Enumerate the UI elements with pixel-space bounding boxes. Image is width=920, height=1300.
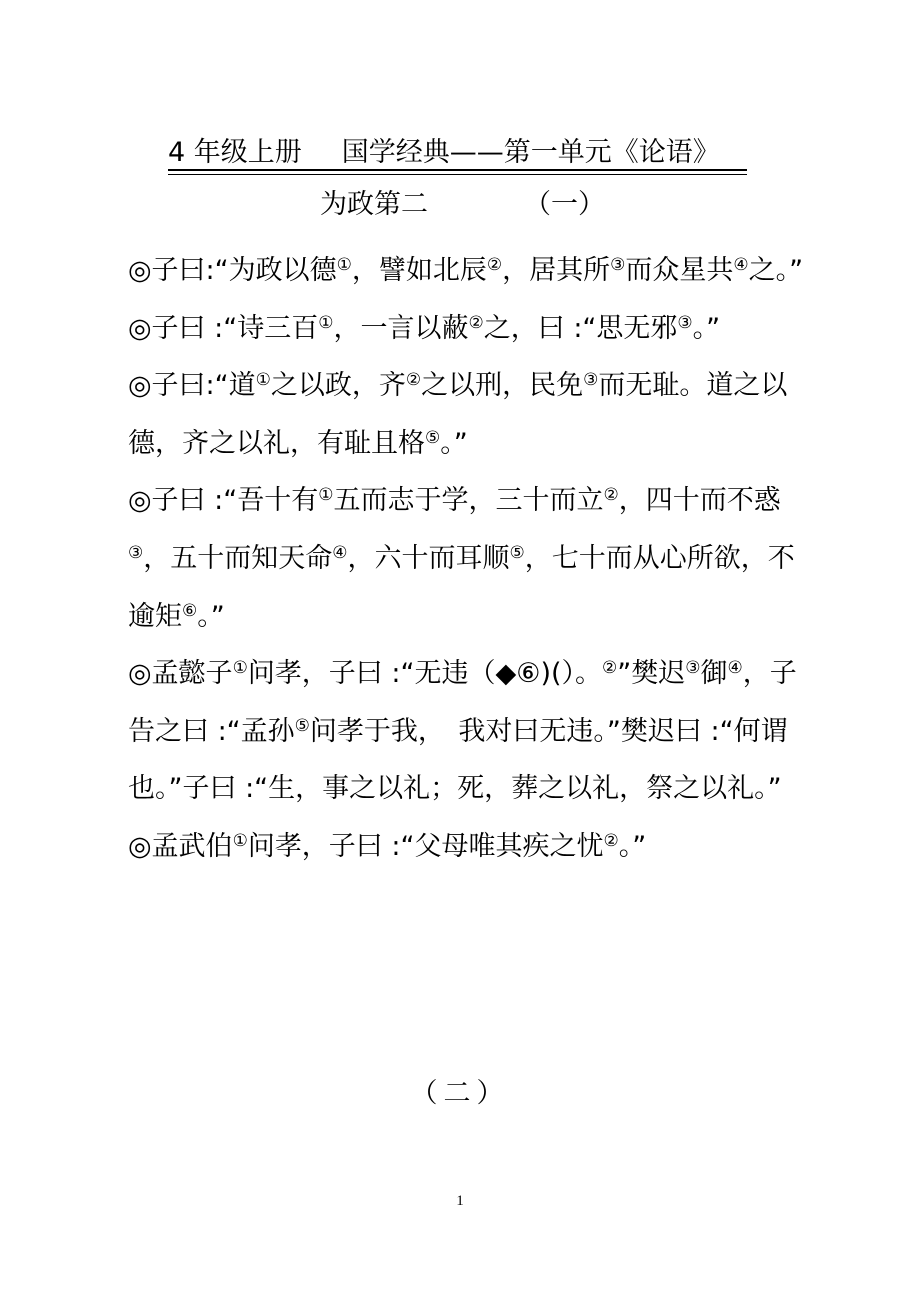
annotation-marker: ① bbox=[318, 485, 334, 506]
verse-text: 御 bbox=[700, 658, 728, 690]
title-underline-thin bbox=[168, 174, 747, 175]
annotation-marker: ③ bbox=[677, 312, 693, 333]
verse-text: 。” bbox=[692, 312, 721, 344]
annotation-marker: ① bbox=[232, 658, 248, 679]
title-course: 国学经典——第一单元《论语》 bbox=[341, 137, 720, 168]
verse-text: ，七十而从心所欲，不逾矩 bbox=[128, 542, 795, 632]
verse-text: 之。” bbox=[748, 255, 804, 286]
annotation-marker: ③ bbox=[583, 370, 599, 391]
verse-text: ，五十而知天命 bbox=[143, 542, 333, 574]
annotation-marker: ② bbox=[405, 370, 422, 391]
verse-text: ”樊迟 bbox=[617, 658, 686, 690]
verse-text: ，子告之曰 :“孟孙 bbox=[128, 658, 797, 747]
verse-text: 。” bbox=[618, 830, 647, 862]
annotation-marker: ④ bbox=[733, 255, 749, 275]
section-two-heading: （二） bbox=[410, 1078, 510, 1109]
annotation-marker: ⑤ bbox=[425, 427, 441, 448]
annotation-marker: ② bbox=[603, 485, 619, 506]
verse-text: ，四十而不惑 bbox=[618, 485, 781, 517]
verse-text: 而众星共 bbox=[625, 255, 734, 286]
annotation-marker: ③ bbox=[610, 255, 626, 275]
annotation-marker: ① bbox=[255, 370, 271, 391]
annotation-marker: ① bbox=[318, 312, 334, 333]
verse-text: ，一言以蔽 bbox=[333, 312, 469, 344]
verse-text: 问孝，子曰 :“父母唯其疾之忧 bbox=[247, 830, 604, 862]
document-title bbox=[168, 135, 748, 171]
verse-text: 之以刑，民免 bbox=[421, 370, 584, 402]
title-grade: 4 年级上册 bbox=[168, 137, 302, 168]
verse-paragraph bbox=[128, 242, 808, 300]
chapter-name: 为政第二 bbox=[320, 189, 428, 220]
verse-text: 问孝，子曰 :“无违（◆⑥)(）。 bbox=[247, 658, 603, 690]
annotation-marker: ⑤ bbox=[509, 542, 525, 563]
verse-text: 之，曰 :“思无邪 bbox=[483, 312, 678, 344]
page-number: 1 bbox=[456, 1193, 464, 1209]
verse-text: ，譬如北辰 bbox=[351, 255, 487, 286]
verse-text: 之以政，齐 bbox=[270, 370, 406, 402]
annotation-marker: ② bbox=[603, 830, 619, 851]
verse-text: ◎子曰:“道 bbox=[128, 370, 256, 402]
verse-paragraph bbox=[128, 300, 808, 358]
verse-text: 。” bbox=[197, 600, 225, 632]
annotation-marker: ② bbox=[486, 255, 503, 275]
verse-paragraph bbox=[128, 357, 808, 472]
annotation-marker: ④ bbox=[332, 542, 348, 563]
chapter-heading bbox=[320, 187, 605, 223]
annotation-marker: ③ bbox=[685, 658, 701, 679]
annotation-marker: ① bbox=[336, 255, 352, 275]
verse-text: 而无耻。道之以德，齐之以礼，有耻且格 bbox=[128, 370, 788, 459]
verse-text: ◎子曰 :“吾十有 bbox=[128, 485, 319, 517]
verse-text: ◎孟懿子 bbox=[128, 658, 233, 690]
verse-text: 。” bbox=[440, 427, 468, 459]
verse-text: 问孝于我， 我对曰无违。”樊迟曰 :“何谓也。”子曰 :“生，事之以礼；死，葬之以礼，祭之以礼。” bbox=[128, 715, 788, 805]
verse-text: ◎孟武伯 bbox=[128, 830, 233, 862]
title-underline bbox=[168, 169, 747, 171]
text-body bbox=[128, 242, 808, 876]
annotation-marker: ① bbox=[232, 830, 248, 851]
annotation-marker: ② bbox=[468, 312, 484, 333]
annotation-marker: ⑥ bbox=[182, 600, 198, 621]
verse-paragraph bbox=[128, 645, 808, 818]
verse-paragraph bbox=[128, 818, 808, 876]
annotation-marker: ⑤ bbox=[294, 715, 310, 736]
verse-text: 五而志于学，三十而立 bbox=[333, 485, 604, 517]
annotation-marker: ④ bbox=[727, 658, 743, 679]
verse-text: ◎子曰 :“诗三百 bbox=[128, 312, 319, 344]
verse-text: ◎子曰:“为政以德 bbox=[128, 255, 337, 286]
verse-text: ，六十而耳顺 bbox=[347, 542, 510, 574]
verse-paragraph bbox=[128, 472, 808, 645]
annotation-marker: ③ bbox=[128, 542, 144, 563]
chapter-part: （一） bbox=[524, 189, 605, 220]
verse-text: ，居其所 bbox=[502, 255, 611, 286]
annotation-marker: ② bbox=[602, 658, 618, 679]
